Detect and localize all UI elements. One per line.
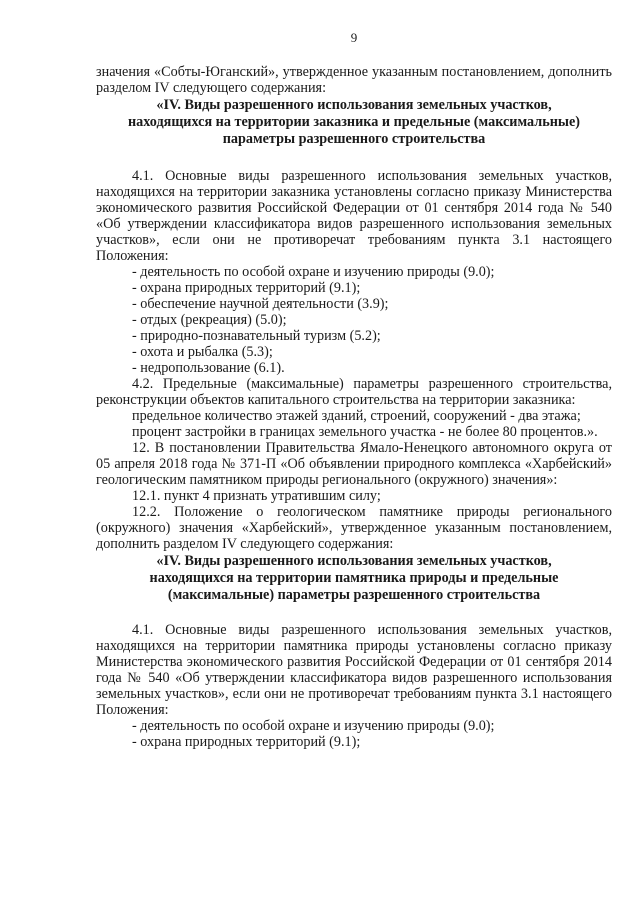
heading-line: «IV. Виды разрешенного использования земельных участков,: [156, 97, 552, 113]
clause-12-2: 12.2. Положение о геологическом памятнике природы регионального (окружного) значения «Харбейский», утвержденное указанным постановлением, дополнить разделом IV следующего содержания:: [96, 504, 612, 552]
heading-line: параметры разрешенного строительства: [222, 131, 486, 147]
list-item: - охрана природных территорий (9.1);: [132, 734, 361, 750]
clause-12: 12. В постановлении Правительства Ямало-Ненецкого автономного округа от 05 апреля 2018 года № 371-П «Об объявлении природного комплекса «Харбейский» геологическим памятником природы регионального (окружного) значения»:: [96, 440, 612, 488]
list-item: - деятельность по особой охране и изучению природы (9.0);: [132, 264, 495, 280]
floors-limit: предельное количество этажей зданий, строений, сооружений - два этажа;: [132, 408, 581, 424]
list-item: - природно-познавательный туризм (5.2);: [132, 328, 381, 344]
clause-4-2: 4.2. Предельные (максимальные) параметры разрешенного строительства, реконструкции объектов капитального строительства на территории заказника:: [96, 376, 612, 408]
clause-4-1-monument: 4.1. Основные виды разрешенного использования земельных участков, находящихся на территории памятника природы установлены согласно приказу Министерства экономического развития Российской Федерации от 01 сентября 2014 года № 540 «Об утверждении классификатора видов разрешенного использования земельных участков», если они не противоречат требованиям пункта 3.1 настоящего Положения:: [96, 622, 612, 718]
list-item: - охота и рыбалка (5.3);: [132, 344, 273, 360]
heading-line: (максимальные) параметры разрешенного строительства: [167, 587, 541, 603]
heading-line: находящихся на территории заказника и предельные (максимальные): [127, 114, 581, 130]
section-heading-monument: [96, 553, 612, 604]
clause-12-1: 12.1. пункт 4 признать утратившим силу;: [132, 488, 381, 504]
building-coverage: процент застройки в границах земельного участка - не более 80 процентов.».: [132, 424, 598, 440]
heading-line: находящихся на территории памятника природы и предельные: [149, 570, 559, 586]
list-item: - деятельность по особой охране и изучению природы (9.0);: [132, 718, 495, 734]
clause-4-1: 4.1. Основные виды разрешенного использования земельных участков, находящихся на территории заказника установлены согласно приказу Министерства экономического развития Российской Федерации от 01 сентября 2014 года № 540 «Об утверждении классификатора видов разрешенного использования земельных участков», если они не противоречат требованиям пункта 3.1 настоящего Положения:: [96, 168, 612, 264]
section-heading-zakaznik: [96, 97, 612, 148]
document-page: [96, 30, 612, 750]
list-item: - отдых (рекреация) (5.0);: [132, 312, 287, 328]
intro-paragraph: значения «Собты-Юганский», утвержденное указанным постановлением, дополнить разделом IV следующего содержания:: [96, 64, 612, 96]
page-number: 9: [350, 30, 358, 45]
list-item: - обеспечение научной деятельности (3.9);: [132, 296, 389, 312]
list-item: - недропользование (6.1).: [132, 360, 285, 376]
heading-line: «IV. Виды разрешенного использования земельных участков,: [156, 553, 552, 569]
list-item: - охрана природных территорий (9.1);: [132, 280, 361, 296]
